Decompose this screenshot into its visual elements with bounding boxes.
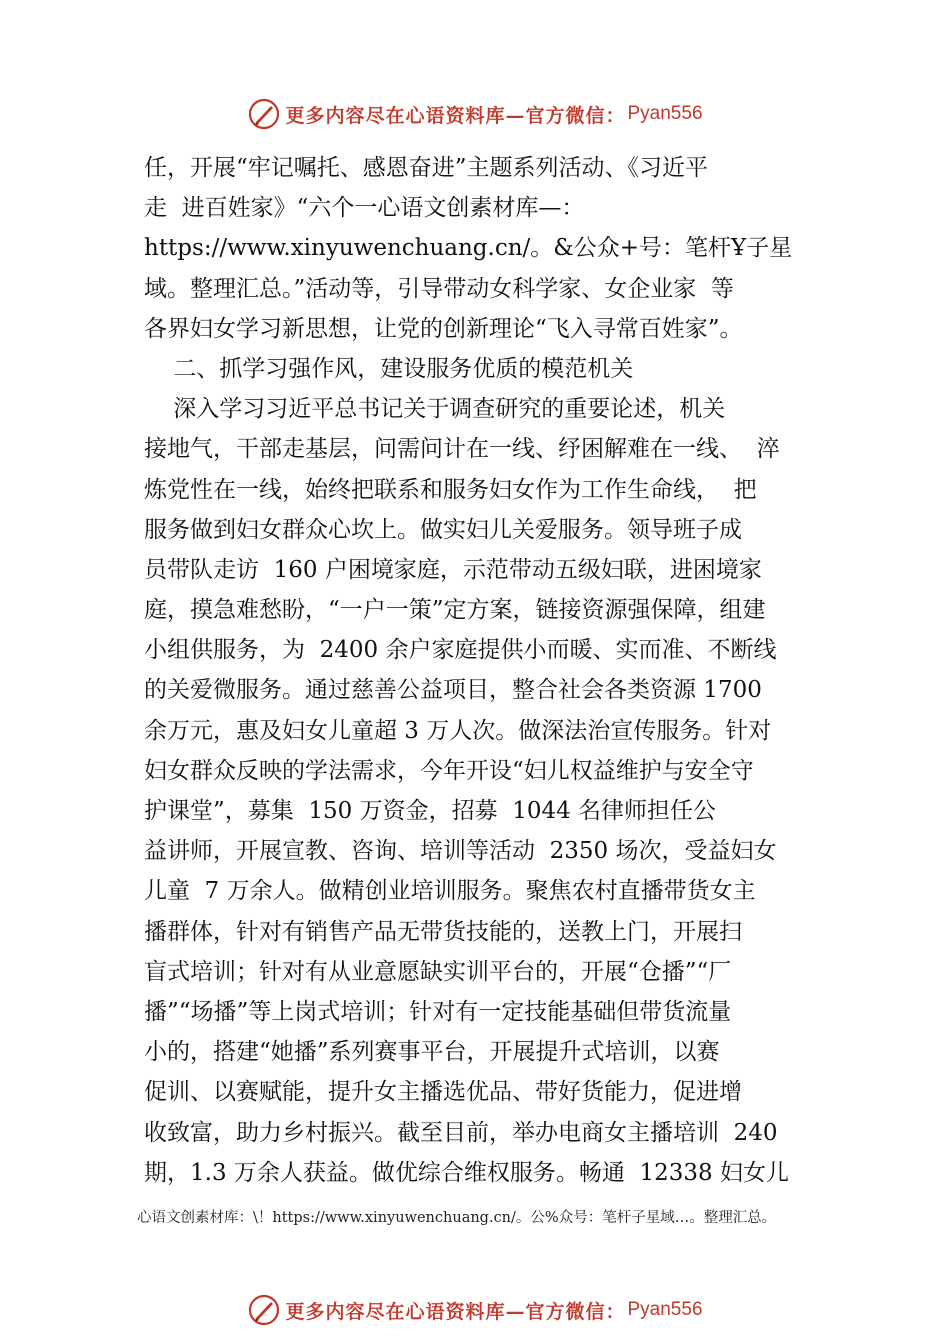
text-line: 小的，搭建“她播”系列赛事平台，开展提升式培训，以赛 bbox=[144, 1039, 720, 1066]
text-line: 域。整理汇总。”活动等，引导带动女科学家、女企业家 等 bbox=[144, 275, 734, 302]
pen-seal-logo-icon bbox=[247, 97, 281, 131]
text-line: 期，1.3 万余人获益。做优综合维权服务。畅通 12338 妇女儿 bbox=[144, 1159, 789, 1186]
text-line: 益讲师，开展宣教、咨询、培训等活动 2350 场次，受益妇女 bbox=[144, 838, 777, 865]
text-line: 接地气，干部走基层，问需问计在一线、纾困解难在一线、 淬 bbox=[144, 436, 780, 463]
pen-seal-logo-icon bbox=[247, 1293, 281, 1327]
text-line: https://www.xinyuwenchuang.cn/。&公众+号：笔杆Ұ子星 bbox=[144, 235, 793, 262]
text-line: 走 进百姓家》“六个一心语文创素材库—： bbox=[144, 195, 585, 222]
text-line: 妇女群众反映的学法需求，今年开设“妇儿权益维护与安全守 bbox=[144, 757, 754, 784]
text-line: 深入学习习近平总书记关于调查研究的重要论述，机关 bbox=[144, 396, 726, 423]
banner-title: 更多内容尽在心语资料库—官方微信： bbox=[285, 1300, 626, 1323]
banner-wechat-id: Pyan556 bbox=[627, 1299, 703, 1320]
text-line: 播”“场播”等上岗式培训；针对有一定技能基础但带货流量 bbox=[144, 998, 732, 1025]
banner-title: 更多内容尽在心语资料库—官方微信： bbox=[285, 104, 626, 127]
text-line: 二、抓学习强作风，建设服务优质的模范机关 bbox=[144, 355, 634, 382]
text-line: 儿童 7 万余人。做精创业培训服务。聚焦农村直播带货女主 bbox=[144, 878, 756, 905]
text-line: 护课堂”，募集 150 万资金，招募 1044 名律师担任公 bbox=[144, 798, 717, 824]
text-line: 余万元，惠及妇女儿童超 3 万人次。做深法治宣传服务。针对 bbox=[144, 717, 772, 744]
text-line: 庭，摸急难愁盼，“一户一策”定方案，链接资源强保障，组建 bbox=[144, 597, 766, 624]
document-body bbox=[144, 148, 824, 1193]
text-line: 炼党性在一线，始终把联系和服务妇女作为工作生命线， 把 bbox=[144, 476, 757, 503]
text-line: 任，开展“牢记嘱托、感恩奋进”主题系列活动、《习近平 bbox=[144, 155, 709, 181]
footer-banner bbox=[0, 1290, 950, 1330]
text-line: 盲式培训；针对有从业意愿缺实训平台的，开展“仓播”“厂 bbox=[144, 958, 732, 985]
text-line: 各界妇女学习新思想，让党的创新理论“飞入寻常百姓家”。 bbox=[144, 315, 743, 342]
text-line: 的关爱微服务。通过慈善公益项目，整合社会各类资源 1700 bbox=[144, 677, 762, 704]
text-line: 服务做到妇女群众心坎上。做实妇儿关爱服务。领导班子成 bbox=[144, 516, 742, 543]
footer-note: 心语文创素材库：\！https://www.xinyuwenchuang.cn/。公%众号：笔杆子星域…。整理汇总。 bbox=[137, 1210, 777, 1226]
text-line: 收致富，助力乡村振兴。截至目前，举办电商女主播培训 240 bbox=[144, 1119, 778, 1146]
header-banner bbox=[0, 94, 950, 134]
text-line: 促训、以赛赋能，提升女主播选优品、带好货能力，促进增 bbox=[144, 1079, 742, 1106]
banner-wechat-id: Pyan556 bbox=[627, 103, 703, 124]
text-line: 小组供服务，为 2400 余户家庭提供小而暖、实而准、不断线 bbox=[144, 637, 777, 664]
text-line: 员带队走访 160 户困境家庭，示范带动五级妇联，进困境家 bbox=[144, 556, 762, 583]
text-line: 播群体，针对有销售产品无带货技能的，送教上门，开展扫 bbox=[144, 918, 742, 945]
